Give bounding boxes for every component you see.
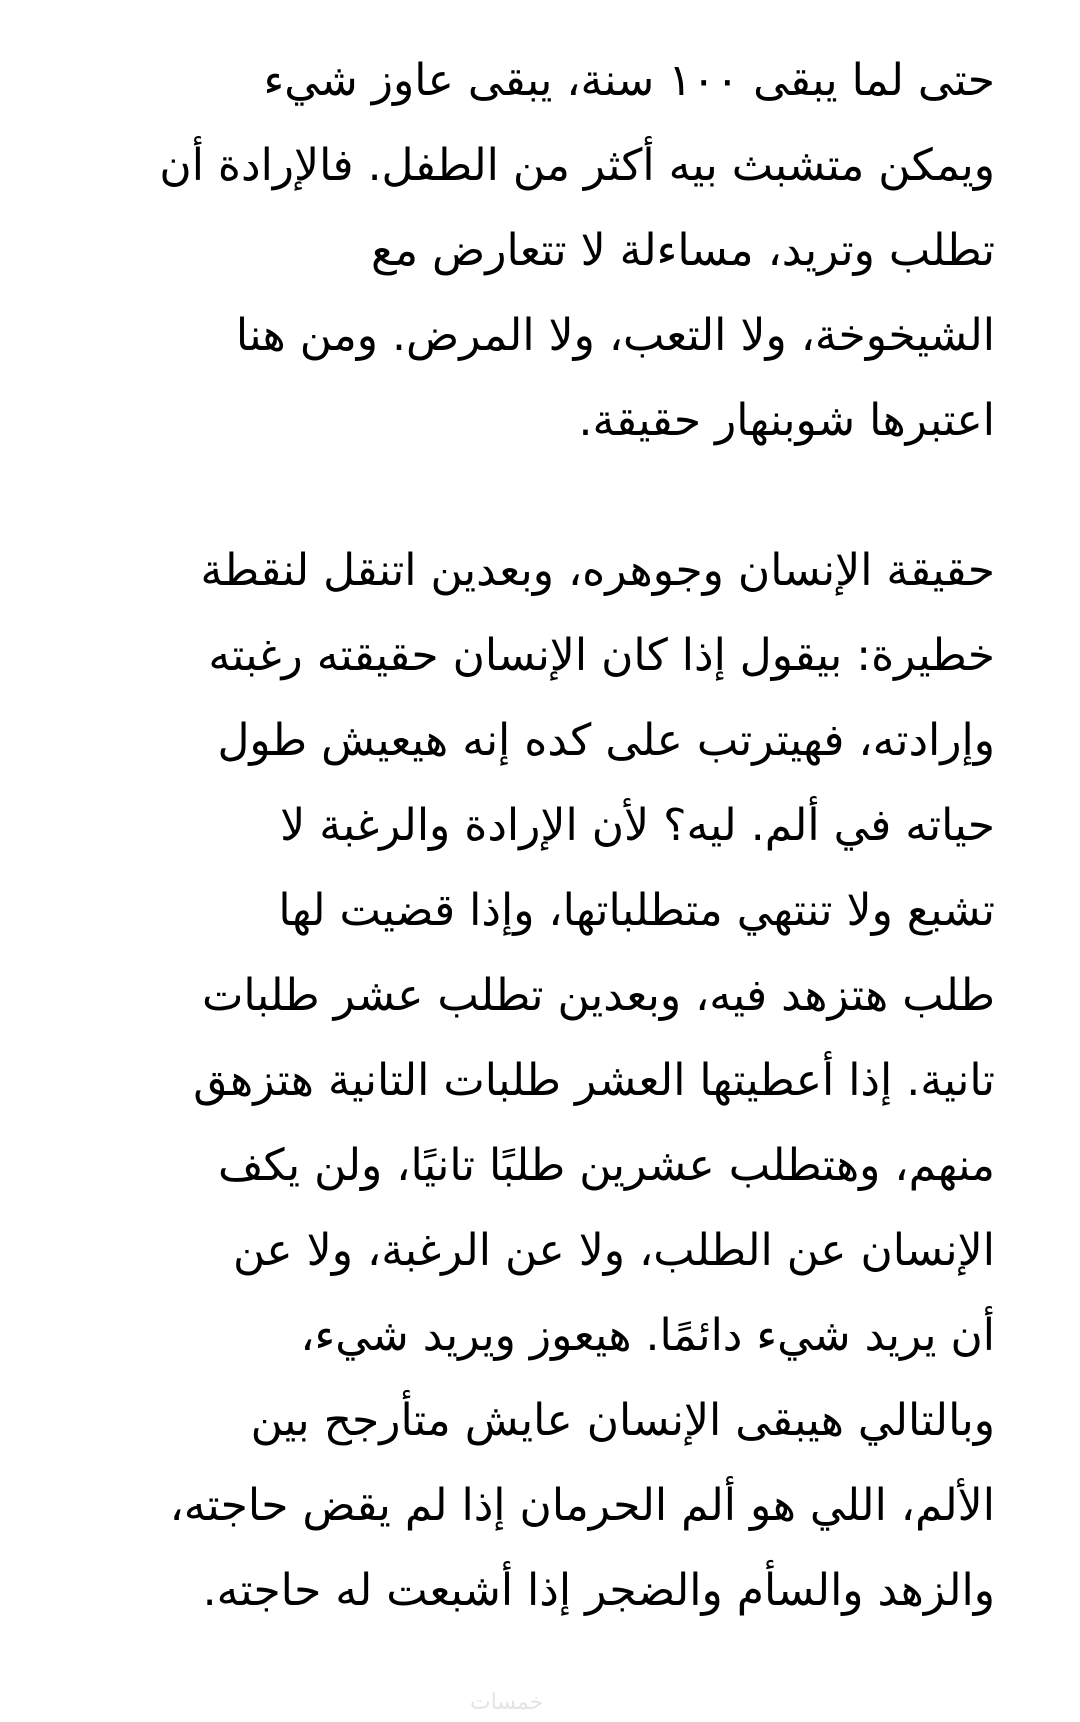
- text-line: أن يريد شيء دائمًا. هيعوز ويريد شيء،: [300, 1310, 995, 1361]
- text-line: طلب هتزهد فيه، وبعدين تطلب عشر طلبات: [201, 970, 995, 1021]
- text-line: اعتبرها شوبنهار حقيقة.: [578, 395, 995, 446]
- text-line: وإرادته، فهيترتب على كده إنه هيعيش طول: [217, 715, 995, 766]
- paragraph-1: [65, 38, 995, 463]
- watermark-logo: خمسات: [470, 1690, 544, 1715]
- text-line: خطيرة: بيقول إذا كان الإنسان حقيقته رغبته: [208, 630, 995, 681]
- paragraph-2: [65, 528, 995, 1633]
- text-line: الألم، اللي هو ألم الحرمان إذا لم يقض حاجته،: [169, 1480, 995, 1531]
- text-line: تانية. إذا أعطيتها العشر طلبات التانية هتزهق: [193, 1055, 995, 1106]
- text-line: حقيقة الإنسان وجوهره، وبعدين اتنقل لنقطة: [200, 545, 995, 596]
- text-line: حتى لما يبقى ١٠٠ سنة، يبقى عاوز شيء: [263, 55, 995, 106]
- text-line: تشبع ولا تنتهي متطلباتها، وإذا قضيت لها: [278, 885, 995, 936]
- text-line: وبالتالي هيبقى الإنسان عايش متأرجح بين: [250, 1395, 995, 1446]
- text-line: الإنسان عن الطلب، ولا عن الرغبة، ولا عن: [232, 1225, 995, 1276]
- text-line: تطلب وتريد، مساءلة لا تتعارض مع: [371, 225, 995, 276]
- text-line: حياته في ألم. ليه؟ لأن الإرادة والرغبة لا: [280, 800, 995, 851]
- text-line: ويمكن متشبث بيه أكثر من الطفل. فالإرادة أن: [159, 140, 995, 191]
- text-line: الشيخوخة، ولا التعب، ولا المرض. ومن هنا: [235, 310, 995, 361]
- text-line: منهم، وهتطلب عشرين طلبًا تانيًا، ولن يكف: [218, 1140, 995, 1191]
- text-line: والزهد والسأم والضجر إذا أشبعت له حاجته.: [202, 1565, 995, 1616]
